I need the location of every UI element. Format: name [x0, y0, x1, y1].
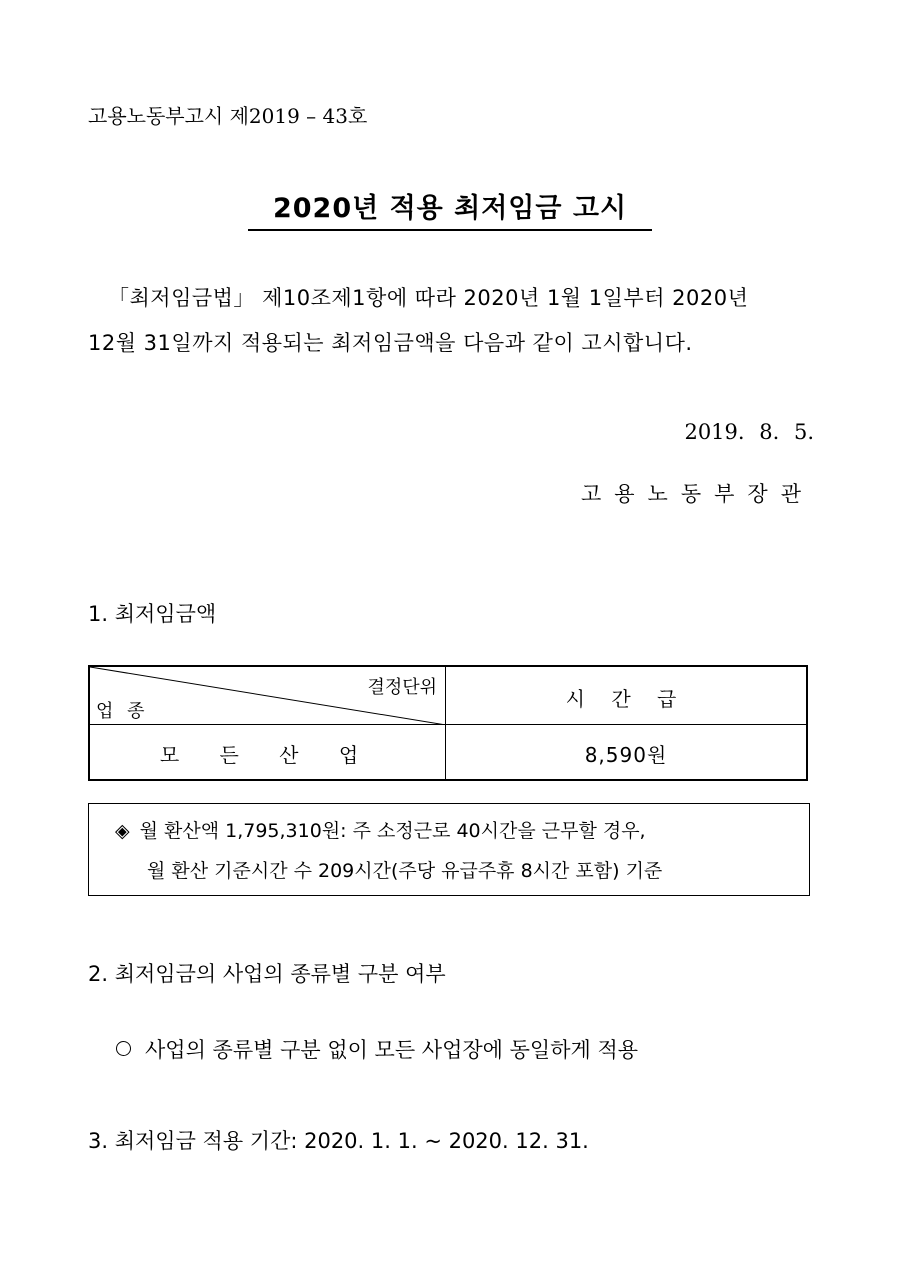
body-text-line-2: 12월 31일까지 적용되는 최저임금액을 다음과 같이 고시합니다.: [88, 331, 693, 355]
header-hourly-wage: 시 간 급: [565, 687, 687, 711]
issuer-name: 고용노동부장관: [580, 482, 814, 506]
title-underline: [248, 229, 652, 231]
section-2-item: [116, 1034, 638, 1064]
document-title: 2020년 적용 최저임금 고시: [272, 193, 628, 224]
table-header-hourly-cell: [446, 667, 806, 725]
note-text-line-2: 월 환산 기준시간 수 209시간(주당 유급주휴 8시간 포함) 기준: [147, 860, 663, 882]
section-3-heading: 3. 최저임금 적용 기간: 2020. 1. 1. ~ 2020. 12. 31.: [88, 1129, 589, 1153]
row-hourly-wage-value: 8,590원: [584, 743, 668, 767]
diamond-bullet-icon: ◈: [115, 820, 130, 842]
notice-date: 2019. 8. 5.: [684, 420, 814, 444]
note-text-line-1: 월 환산액 1,795,310원: 주 소정근로 40시간을 근무할 경우,: [139, 820, 646, 842]
row-industry-all: 모 든 산 업: [159, 743, 376, 767]
header-industry: 업 종: [96, 701, 149, 722]
header-decision-unit: 결정단위: [367, 677, 437, 698]
table-row-industry-cell: [90, 725, 446, 779]
circle-bullet-icon: [116, 1041, 131, 1056]
section-2-item-text: 사업의 종류별 구분 없이 모든 사업장에 동일하게 적용: [145, 1038, 639, 1062]
body-text-line-1: 「최저임금법」 제10조제1항에 따라 2020년 1월 1일부터 2020년: [108, 286, 749, 310]
monthly-equivalent-note: [88, 803, 810, 896]
section-2-heading: 2. 최저임금의 사업의 종류별 구분 여부: [88, 962, 446, 986]
minimum-wage-table: [88, 665, 808, 781]
note-line-1: [115, 816, 646, 843]
notice-number: 고용노동부고시 제2019 – 43호: [88, 104, 368, 128]
table-row-wage-cell: [446, 725, 806, 779]
section-1-heading: 1. 최저임금액: [88, 602, 217, 626]
table-header-corner-cell: [90, 667, 446, 725]
